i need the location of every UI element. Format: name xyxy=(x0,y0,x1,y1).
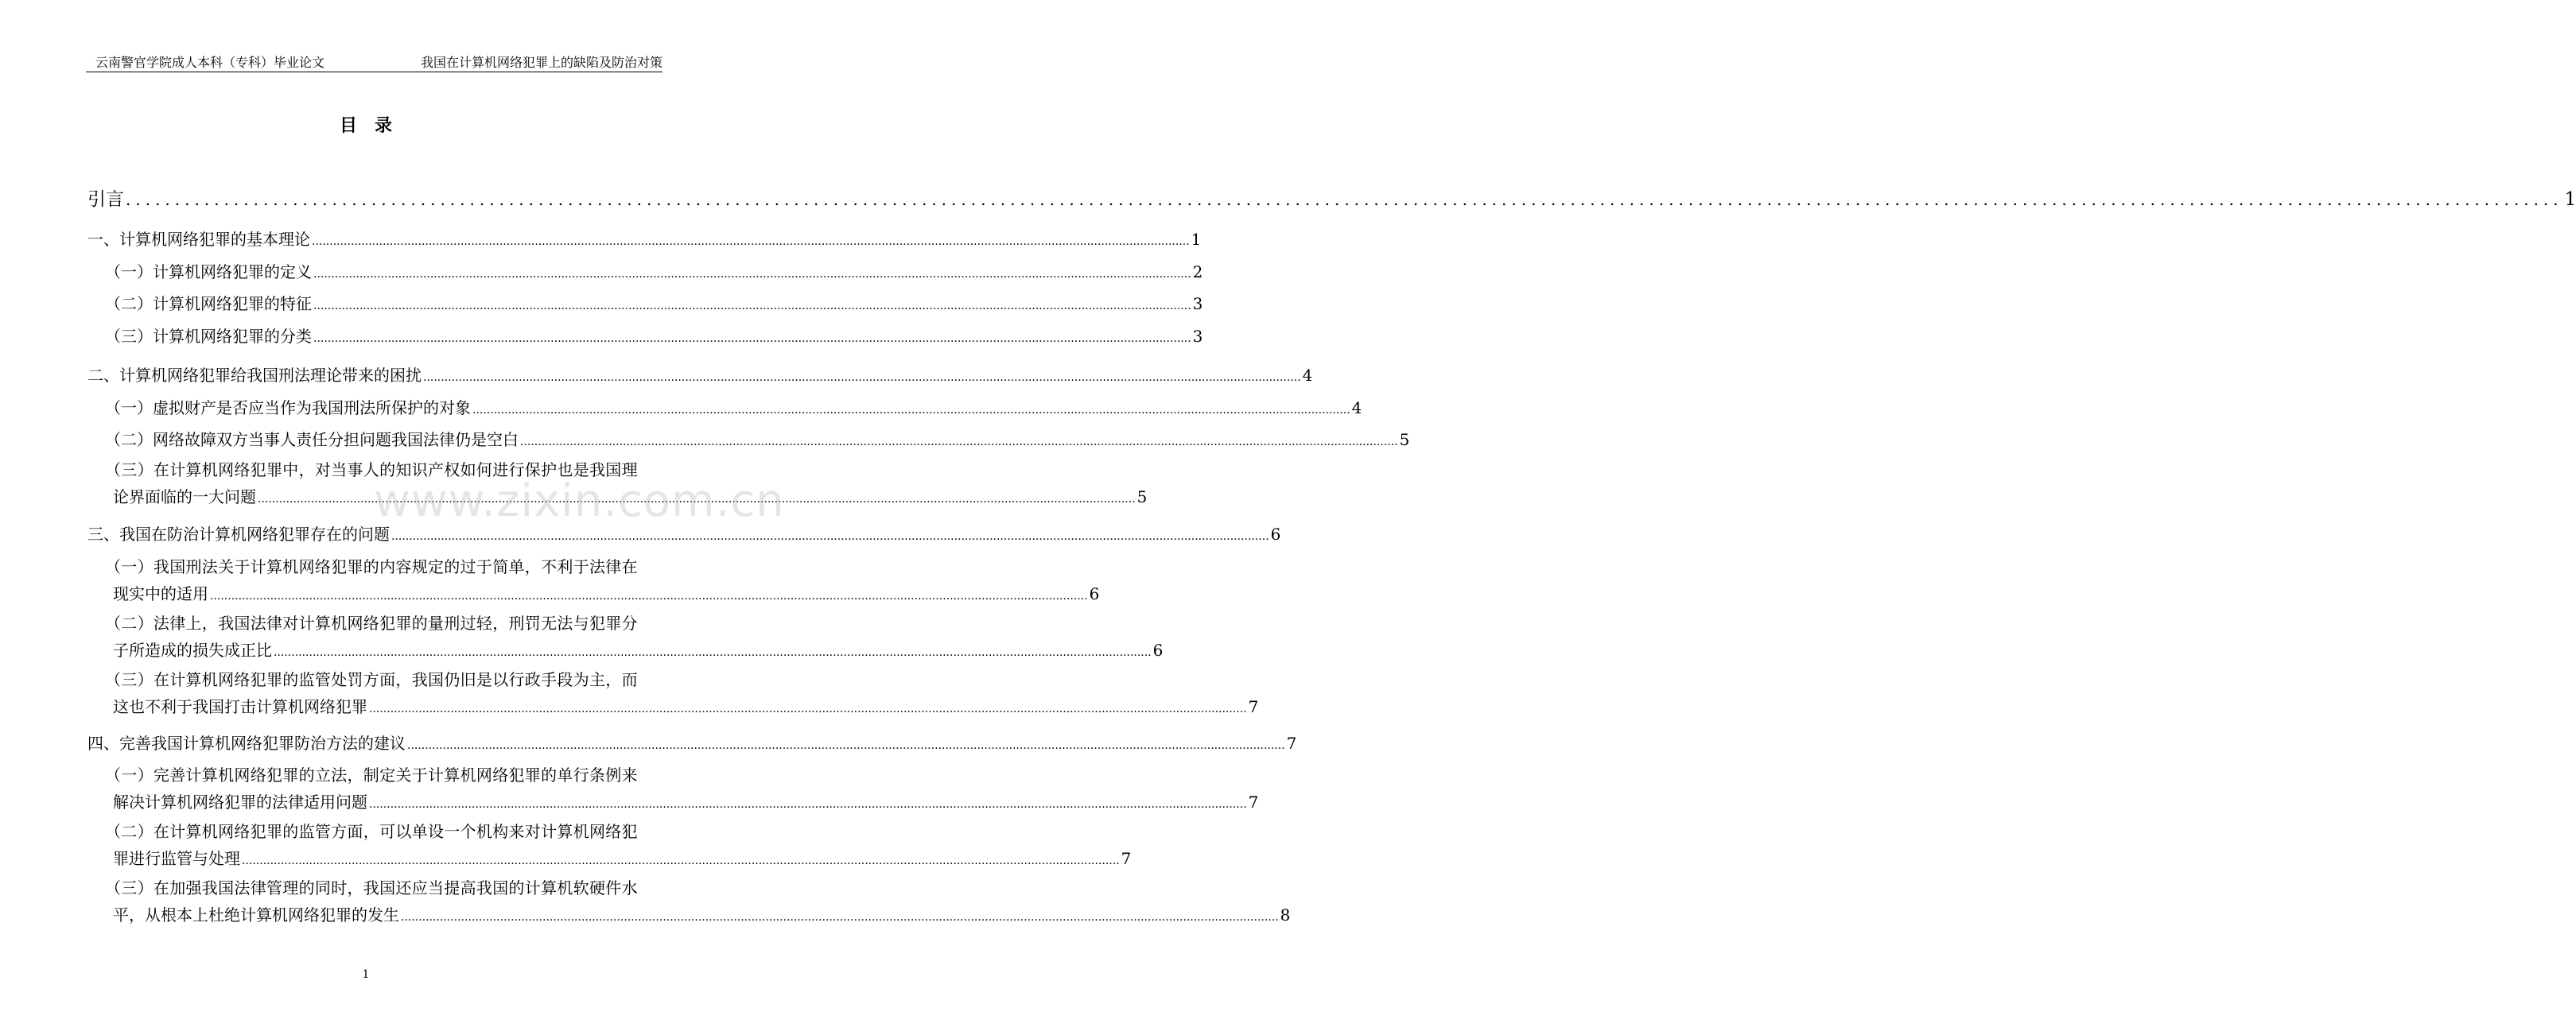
toc-page-number: 3 xyxy=(1192,327,1203,346)
toc-entry-section-1[interactable] xyxy=(87,226,1202,255)
leader-dots xyxy=(312,228,1190,255)
toc-page-number: 2 xyxy=(1192,262,1203,281)
leader-dots xyxy=(401,904,1279,931)
leader-dots xyxy=(242,847,1120,874)
toc-entry-text: （一）虚拟财产是否应当作为我国刑法所保护的对象 xyxy=(105,398,471,417)
leader-dots xyxy=(258,486,1136,513)
leader-dots xyxy=(520,428,1398,455)
toc-entry-text-line2: 子所造成的损失成正比 xyxy=(113,641,272,660)
toc-page-number: 7 xyxy=(1248,793,1259,812)
leader-dots xyxy=(423,364,1301,391)
toc-entry-3-1[interactable] xyxy=(105,553,1100,610)
leader-dots xyxy=(407,732,1285,759)
toc-entry-text: （二）计算机网络犯罪的特征 xyxy=(105,294,312,313)
toc-page-number: 7 xyxy=(1121,849,1132,868)
toc-entry-1-1[interactable] xyxy=(105,258,1203,288)
toc-entry-3-3[interactable] xyxy=(105,666,1259,723)
toc-entry-text: 一、计算机网络犯罪的基本理论 xyxy=(87,230,310,249)
toc-entry-text-line1: （二）在计算机网络犯罪的监管方面，可以单设一个机构来对计算机网络犯 xyxy=(105,822,638,841)
toc-page-number: 7 xyxy=(1248,697,1259,716)
watermark: www.zixin.com.cn xyxy=(374,475,785,527)
leader-dots xyxy=(313,325,1191,352)
toc-entry-text: （二）网络故障双方当事人责任分担问题我国法律仍是空白 xyxy=(105,430,519,449)
toc-page-number: 8 xyxy=(1280,905,1291,925)
header-right: 我国在计算机网络犯罪上的缺陷及防治对策 xyxy=(420,55,662,70)
toc-page-number: 7 xyxy=(1286,734,1297,753)
toc-page-number: 5 xyxy=(1399,430,1410,449)
toc-entry-text: 四、完善我国计算机网络犯罪防治方法的建议 xyxy=(87,734,406,753)
toc-entry-intro[interactable] xyxy=(87,186,2576,213)
toc-entry-text-line2: 解决计算机网络犯罪的法律适用问题 xyxy=(113,793,367,812)
toc-entry-1-2[interactable] xyxy=(105,290,1203,320)
leader-dots xyxy=(313,293,1191,320)
toc-entry-text-line1: （二）法律上，我国法律对计算机网络犯罪的量刑过轻，刑罚无法与犯罪分 xyxy=(105,614,638,633)
toc-entry-4-1[interactable] xyxy=(105,762,1259,818)
toc-entry-text: 引言 xyxy=(87,189,124,210)
toc-page-number: 1 xyxy=(1191,230,1202,249)
toc-entry-text-line2: 平，从根本上杜绝计算机网络犯罪的发生 xyxy=(113,905,399,925)
toc-entry-text-line1: （三）在加强我国法律管理的同时，我国还应当提高我国的计算机软硬件水 xyxy=(105,878,638,897)
leader-dots xyxy=(391,523,1269,550)
toc-page-number: 5 xyxy=(1136,487,1148,506)
toc-entry-text: 三、我国在防治计算机网络犯罪存在的问题 xyxy=(87,525,390,544)
toc-entry-text-line2: 这也不利于我国打击计算机网络犯罪 xyxy=(113,697,367,716)
page-header xyxy=(86,51,662,72)
toc-page-number: 6 xyxy=(1270,525,1281,544)
leader-dots xyxy=(472,397,1350,424)
toc-entry-2-1[interactable] xyxy=(105,394,1362,424)
toc-entry-2-2[interactable] xyxy=(105,426,1410,455)
toc-entry-text-line1: （三）在计算机网络犯罪中，对当事人的知识产权如何进行保护也是我国理 xyxy=(105,460,638,479)
leader-dots xyxy=(274,639,1152,666)
toc-page-number: 3 xyxy=(1192,294,1203,313)
toc-entry-1-3[interactable] xyxy=(105,323,1203,352)
toc-entry-text: （三）计算机网络犯罪的分类 xyxy=(105,327,312,346)
toc-entry-text: 二、计算机网络犯罪给我国刑法理论带来的困扰 xyxy=(87,366,422,385)
footer-page-number: 1 xyxy=(362,968,370,981)
toc-entry-text-line1: （一）我国刑法关于计算机网络犯罪的内容规定的过于简单，不利于法律在 xyxy=(105,557,638,576)
toc-entry-text: （一）计算机网络犯罪的定义 xyxy=(105,262,312,281)
toc-entry-text-line2: 罪进行监管与处理 xyxy=(113,849,240,868)
toc-entry-text-line1: （一）完善计算机网络犯罪的立法，制定关于计算机网络犯罪的单行条例来 xyxy=(105,766,638,785)
leader-dots xyxy=(126,186,2563,213)
toc-page-number: 1 xyxy=(2564,189,2576,210)
toc-entry-section-4[interactable] xyxy=(87,730,1297,759)
toc-entry-2-3[interactable] xyxy=(105,456,1148,513)
toc-page-number: 6 xyxy=(1152,641,1164,660)
leader-dots xyxy=(313,261,1191,288)
toc-page-number: 6 xyxy=(1089,584,1100,603)
toc-entry-4-2[interactable] xyxy=(105,818,1132,874)
leader-dots xyxy=(210,583,1088,610)
toc-entry-3-2[interactable] xyxy=(105,610,1164,666)
leader-dots xyxy=(369,791,1247,818)
header-left: 云南警官学院成人本科（专科）毕业论文 xyxy=(95,55,325,70)
toc-page-number: 4 xyxy=(1351,398,1362,417)
toc-entry-text-line2: 现实中的适用 xyxy=(113,584,208,603)
toc-title: 目录 xyxy=(339,115,410,136)
toc-entry-section-2[interactable] xyxy=(87,362,1313,391)
leader-dots xyxy=(369,696,1247,723)
toc-entry-text-line1: （三）在计算机网络犯罪的监管处罚方面，我国仍旧是以行政手段为主，而 xyxy=(105,670,638,689)
toc-entry-4-3[interactable] xyxy=(105,874,1291,931)
toc-page-number: 4 xyxy=(1302,366,1313,385)
toc-entry-section-3[interactable] xyxy=(87,521,1281,550)
toc-entry-text-line2: 论界面临的一大问题 xyxy=(113,487,256,506)
